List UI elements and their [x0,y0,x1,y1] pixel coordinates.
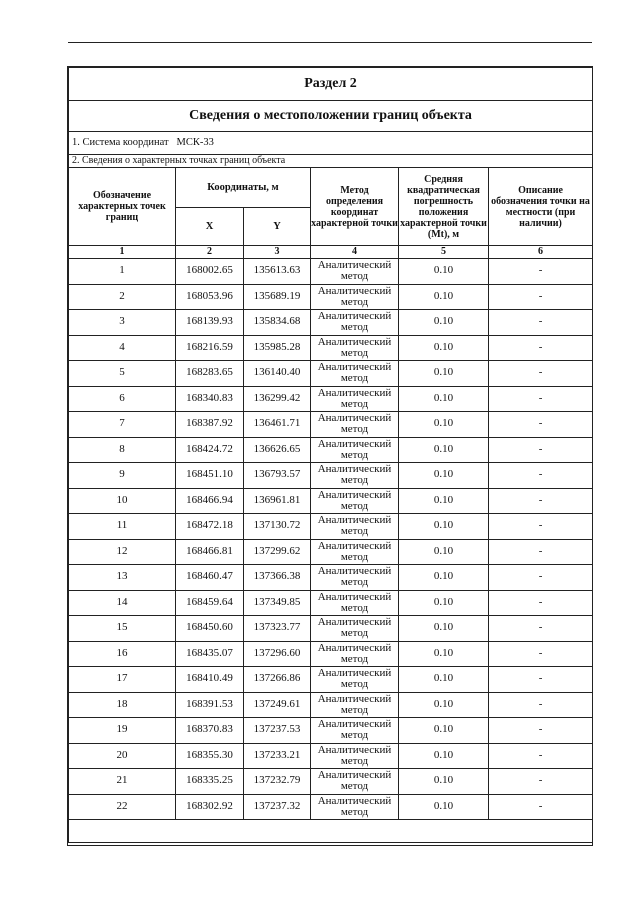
point-number: 1 [69,259,176,285]
method-line-1: Аналитический [317,361,392,374]
method-line-1: Аналитический [317,769,392,782]
point-number: 13 [69,565,176,591]
coord-x: 168450.60 [176,616,244,642]
description: - [489,437,593,463]
method [311,616,399,642]
mt-value: 0.10 [399,769,489,795]
mt-value: 0.10 [399,794,489,820]
method-line-1: Аналитический [317,794,392,807]
description: - [489,616,593,642]
mt-value: 0.10 [399,565,489,591]
method [311,590,399,616]
mt-value: 0.10 [399,743,489,769]
mt-value: 0.10 [399,514,489,540]
coord-x: 168451.10 [176,463,244,489]
point-number: 6 [69,386,176,412]
header-y: Y [244,208,311,246]
method-line-2: метод [340,627,369,640]
points-label: 2. Сведения о характерных точках границ объекта [69,155,593,168]
description: - [489,692,593,718]
column-number: 5 [399,246,489,259]
mt-value: 0.10 [399,641,489,667]
method [311,463,399,489]
table-row [69,539,593,565]
method-line-1: Аналитический [317,335,392,348]
point-number: 11 [69,514,176,540]
header-method: Метод определения координат характерной точки [311,168,399,246]
point-number: 15 [69,616,176,642]
method-line-1: Аналитический [317,539,392,552]
table-row [69,259,593,285]
coord-y: 137237.32 [244,794,311,820]
method-line-2: метод [340,576,369,589]
method-line-2: метод [340,372,369,385]
description: - [489,310,593,336]
column-number: 2 [176,246,244,259]
mt-value: 0.10 [399,361,489,387]
section-title: Раздел 2 [69,68,593,101]
point-number: 4 [69,335,176,361]
description: - [489,412,593,438]
mt-value: 0.10 [399,386,489,412]
mt-value: 0.10 [399,259,489,285]
coord-x: 168472.18 [176,514,244,540]
coord-y: 135834.68 [244,310,311,336]
method [311,361,399,387]
method-line-1: Аналитический [317,463,392,476]
document-frame [67,66,593,846]
table-row [69,386,593,412]
method-line-2: метод [340,525,369,538]
method [311,310,399,336]
method-line-1: Аналитический [317,667,392,680]
method-line-1: Аналитический [317,616,392,629]
method [311,284,399,310]
method [311,488,399,514]
column-numbers-row [69,246,593,259]
coord-x: 168053.96 [176,284,244,310]
coord-x: 168335.25 [176,769,244,795]
method-line-1: Аналитический [317,590,392,603]
table-row [69,743,593,769]
header-x: X [176,208,244,246]
mt-value: 0.10 [399,310,489,336]
method-line-1: Аналитический [317,565,392,578]
coord-x: 168391.53 [176,692,244,718]
table-row [69,463,593,489]
method [311,718,399,744]
coord-y: 136299.42 [244,386,311,412]
coord-y: 135613.63 [244,259,311,285]
coord-y: 136626.65 [244,437,311,463]
empty-row [69,820,593,843]
table-row [69,692,593,718]
coord-y: 137323.77 [244,616,311,642]
coord-y: 137349.85 [244,590,311,616]
point-number: 18 [69,692,176,718]
description: - [489,463,593,489]
table-row [69,488,593,514]
method [311,437,399,463]
method-line-2: метод [340,729,369,742]
description: - [489,590,593,616]
mt-value: 0.10 [399,412,489,438]
point-number: 12 [69,539,176,565]
coord-x: 168283.65 [176,361,244,387]
coord-x: 168424.72 [176,437,244,463]
method-line-2: метод [340,295,369,308]
mt-value: 0.10 [399,284,489,310]
mt-value: 0.10 [399,590,489,616]
mt-value: 0.10 [399,437,489,463]
method-line-2: метод [340,397,369,410]
coord-y: 137233.21 [244,743,311,769]
table-row [69,616,593,642]
method-line-1: Аналитический [317,284,392,297]
coord-y: 137232.79 [244,769,311,795]
coord-y: 135689.19 [244,284,311,310]
method-line-1: Аналитический [317,743,392,756]
method-line-1: Аналитический [317,641,392,654]
mt-value: 0.10 [399,463,489,489]
coord-y: 137130.72 [244,514,311,540]
column-number: 4 [311,246,399,259]
description: - [489,667,593,693]
description: - [489,488,593,514]
table-row [69,412,593,438]
column-number: 1 [69,246,176,259]
column-number: 3 [244,246,311,259]
method [311,259,399,285]
table-row [69,565,593,591]
description: - [489,361,593,387]
coord-y: 136461.71 [244,412,311,438]
mt-value: 0.10 [399,616,489,642]
method [311,641,399,667]
point-number: 19 [69,718,176,744]
point-number: 22 [69,794,176,820]
point-number: 5 [69,361,176,387]
description: - [489,386,593,412]
coord-y: 137299.62 [244,539,311,565]
mt-value: 0.10 [399,539,489,565]
point-number: 7 [69,412,176,438]
description: - [489,284,593,310]
method [311,539,399,565]
coord-x: 168302.92 [176,794,244,820]
mt-value: 0.10 [399,667,489,693]
coord-x: 168466.81 [176,539,244,565]
method-line-2: метод [340,754,369,767]
method-line-2: метод [340,448,369,461]
method-line-2: метод [340,652,369,665]
method [311,692,399,718]
method [311,412,399,438]
description: - [489,335,593,361]
coord-y: 137266.86 [244,667,311,693]
table-row [69,514,593,540]
point-number: 9 [69,463,176,489]
point-number: 16 [69,641,176,667]
method-line-2: метод [340,474,369,487]
description: - [489,743,593,769]
method-line-1: Аналитический [317,259,392,272]
method-line-2: метод [340,703,369,716]
method [311,335,399,361]
header-coordinates: Координаты, м [176,168,311,208]
method-line-2: метод [340,601,369,614]
table-row [69,769,593,795]
table-row [69,284,593,310]
coord-system-line [69,132,593,155]
method-line-2: метод [340,780,369,793]
method-line-2: метод [340,270,369,283]
description: - [489,794,593,820]
method [311,667,399,693]
coord-y: 135985.28 [244,335,311,361]
table-row [69,794,593,820]
method-line-1: Аналитический [317,310,392,323]
point-number: 21 [69,769,176,795]
coord-y: 136140.40 [244,361,311,387]
point-number: 17 [69,667,176,693]
method [311,769,399,795]
coord-x: 168340.83 [176,386,244,412]
method-line-1: Аналитический [317,412,392,425]
description: - [489,641,593,667]
table-row [69,667,593,693]
method [311,743,399,769]
mt-value: 0.10 [399,692,489,718]
mt-value: 0.10 [399,335,489,361]
coord-x: 168410.49 [176,667,244,693]
coord-y: 137249.61 [244,692,311,718]
method-line-2: метод [340,499,369,512]
coord-x: 168460.47 [176,565,244,591]
description: - [489,539,593,565]
header-error: Средняя квадратическая погрешность положения характерной точки (Mt), м [399,168,489,246]
coord-x: 168139.93 [176,310,244,336]
table-row [69,437,593,463]
table-row [69,361,593,387]
top-rule [68,42,592,43]
method-line-1: Аналитический [317,386,392,399]
section-subtitle: Сведения о местоположении границ объекта [69,101,593,132]
mt-value: 0.10 [399,718,489,744]
point-number: 8 [69,437,176,463]
header-description: Описание обозначения точки на местности (при наличии) [489,168,593,246]
coord-x: 168459.64 [176,590,244,616]
coord-x: 168002.65 [176,259,244,285]
coord-system-label: 1. Система координат [72,137,169,149]
method-line-2: метод [340,423,369,436]
description: - [489,514,593,540]
method [311,386,399,412]
method [311,565,399,591]
column-number: 6 [489,246,593,259]
point-number: 2 [69,284,176,310]
boundary-table [68,67,593,843]
coord-x: 168387.92 [176,412,244,438]
table-row [69,590,593,616]
table-row [69,310,593,336]
description: - [489,769,593,795]
method [311,794,399,820]
coord-x: 168370.83 [176,718,244,744]
coord-y: 137296.60 [244,641,311,667]
coord-y: 137237.53 [244,718,311,744]
coord-y: 136793.57 [244,463,311,489]
header-designation: Обозначение характерных точек границ [69,168,176,246]
point-number: 20 [69,743,176,769]
method-line-2: метод [340,550,369,563]
table-row [69,718,593,744]
empty-cell [69,820,593,843]
method [311,514,399,540]
method-line-1: Аналитический [317,718,392,731]
coord-x: 168466.94 [176,488,244,514]
method-line-2: метод [340,678,369,691]
table-row [69,335,593,361]
point-number: 3 [69,310,176,336]
method-line-1: Аналитический [317,692,392,705]
method-line-2: метод [340,321,369,334]
coord-x: 168435.07 [176,641,244,667]
point-number: 14 [69,590,176,616]
coord-system-value: МСК-33 [176,137,214,149]
method-line-1: Аналитический [317,488,392,501]
table-row [69,641,593,667]
description: - [489,565,593,591]
coord-y: 137366.38 [244,565,311,591]
coord-y: 136961.81 [244,488,311,514]
method-line-1: Аналитический [317,514,392,527]
mt-value: 0.10 [399,488,489,514]
coord-x: 168355.30 [176,743,244,769]
method-line-2: метод [340,346,369,359]
coord-x: 168216.59 [176,335,244,361]
method-line-1: Аналитический [317,437,392,450]
description: - [489,718,593,744]
point-number: 10 [69,488,176,514]
method-line-2: метод [340,805,369,818]
description: - [489,259,593,285]
